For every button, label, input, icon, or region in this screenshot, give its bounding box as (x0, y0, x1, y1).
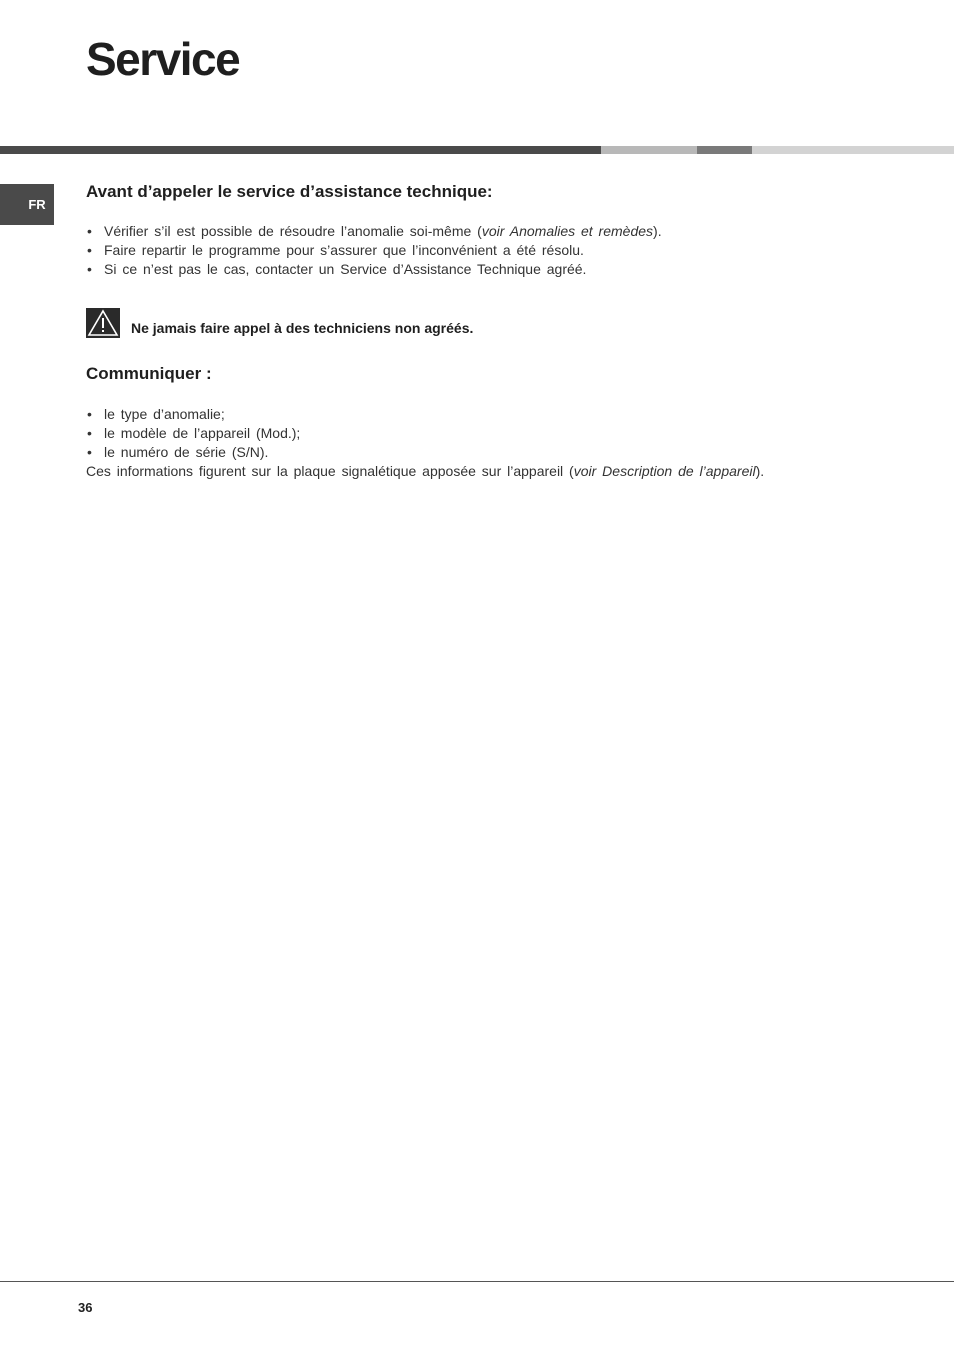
section-heading-before-call: Avant d’appeler le service d’assistance technique: (86, 182, 493, 201)
warning-text: Ne jamais faire appel à des techniciens non agréés. (131, 320, 474, 336)
communicate-list (86, 405, 846, 462)
header-rule-pale (752, 146, 954, 154)
before-call-list (86, 222, 846, 279)
cross-reference: voir Description de l’appareil (573, 463, 756, 479)
language-tab: FR (0, 184, 54, 225)
header-rule-dark (0, 146, 601, 154)
page-title: Service (86, 33, 240, 85)
list-item: • le numéro de série (S/N). (86, 443, 846, 462)
list-item: • Vérifier s’il est possible de résoudre l’anomalie soi-même (voir Anomalies et remèdes). (86, 222, 846, 241)
list-item: • le modèle de l’appareil (Mod.); (86, 424, 846, 443)
list-item: • Si ce n’est pas le cas, contacter un Service d’Assistance Technique agréé. (86, 260, 846, 279)
footer-rule (0, 1281, 954, 1282)
header-rule-mid (697, 146, 752, 154)
warning-notice (86, 308, 473, 338)
warning-triangle-icon (86, 308, 120, 338)
page-number: 36 (78, 1300, 93, 1315)
list-item: • Faire repartir le programme pour s’assurer que l’inconvénient a été résolu. (86, 241, 846, 260)
list-item: • le type d’anomalie; (86, 405, 846, 424)
cross-reference: voir Anomalies et remèdes (481, 223, 654, 239)
header-rule-light (601, 146, 697, 154)
info-note: Ces informations figurent sur la plaque signalétique apposée sur l’appareil (voir Description de l’appareil). (86, 463, 765, 479)
section-heading-communicate: Communiquer : (86, 364, 212, 383)
